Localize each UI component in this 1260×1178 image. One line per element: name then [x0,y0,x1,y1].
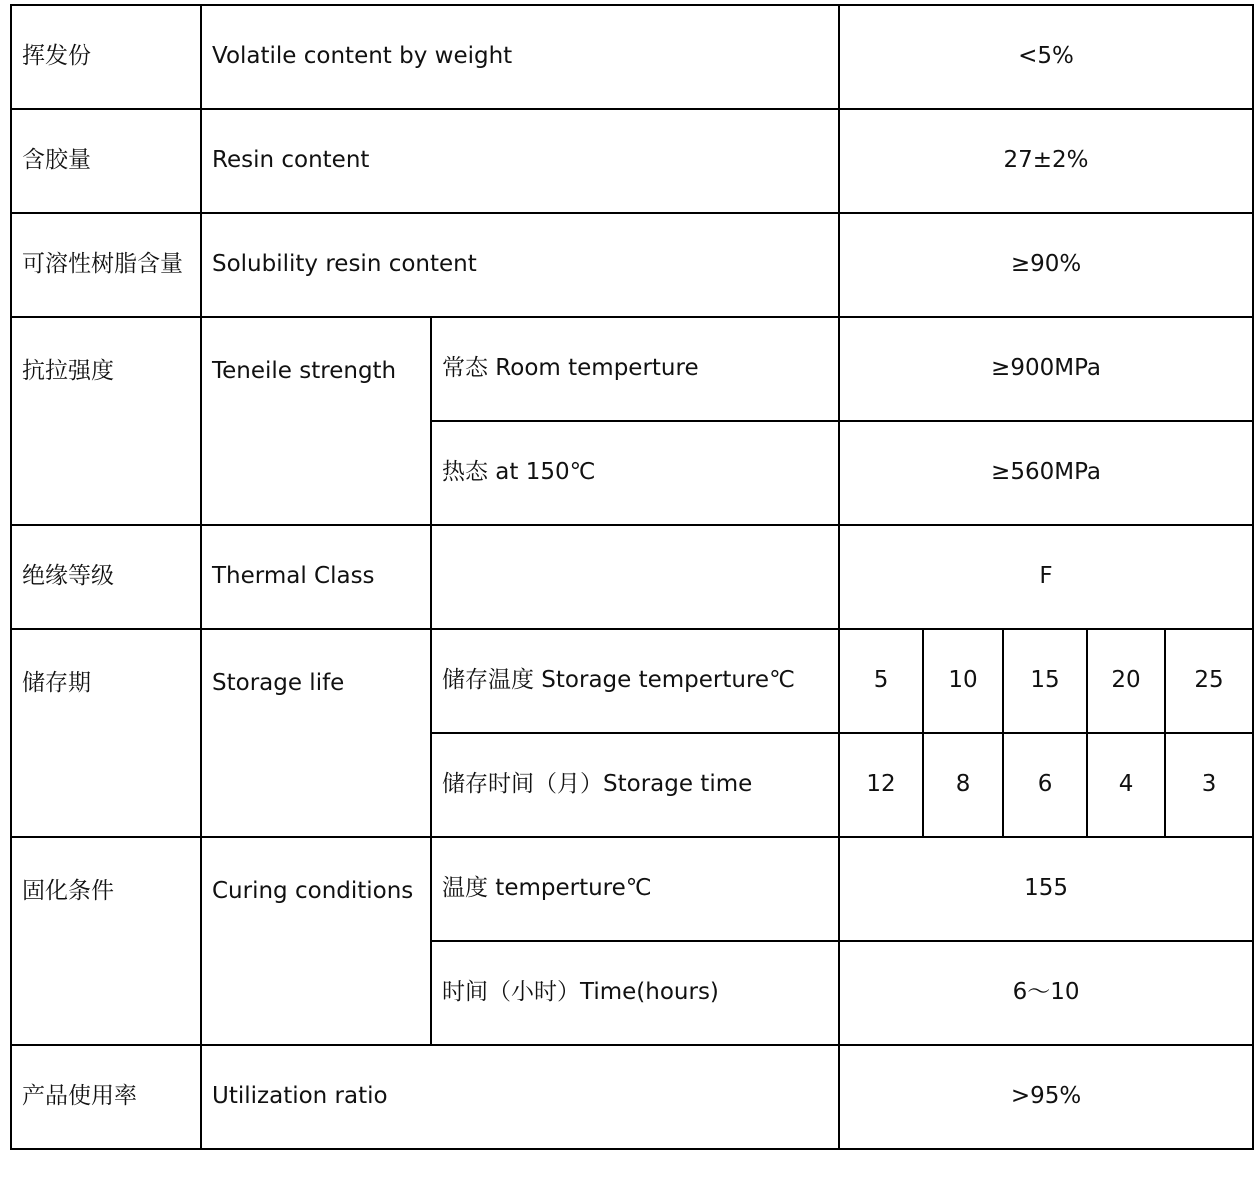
storage-cn: 储存期 [11,629,201,837]
storage-time-cell: 8 [923,733,1003,837]
storage-time-label: 储存时间（月）Storage time [431,733,839,837]
storage-time-cell: 3 [1165,733,1253,837]
curing-temp-label: 温度 temperture℃ [431,837,839,941]
tensile-cn: 抗拉强度 [11,317,201,525]
row-resin [11,109,1253,213]
curing-temp-value: 155 [839,837,1253,941]
resin-cn: 含胶量 [11,109,201,213]
storage-time-cell: 6 [1003,733,1087,837]
resin-value: 27±2% [839,109,1253,213]
row-volatile [11,5,1253,109]
row-solubility [11,213,1253,317]
thermal-value: F [839,525,1253,629]
solubility-value: ≥90% [839,213,1253,317]
curing-en: Curing conditions [201,837,431,1045]
thermal-empty-cell [431,525,839,629]
utilization-cn: 产品使用率 [11,1045,201,1149]
thermal-cn: 绝缘等级 [11,525,201,629]
storage-temp-cell: 20 [1087,629,1165,733]
storage-temp-cell: 10 [923,629,1003,733]
row-curing-temp [11,837,1253,941]
utilization-value: >95% [839,1045,1253,1149]
storage-temp-label: 储存温度 Storage temperture℃ [431,629,839,733]
row-thermal [11,525,1253,629]
tensile-room-value: ≥900MPa [839,317,1253,421]
volatile-value: <5% [839,5,1253,109]
storage-time-cell: 4 [1087,733,1165,837]
storage-temp-cell: 5 [839,629,923,733]
storage-time-cell: 12 [839,733,923,837]
utilization-en: Utilization ratio [201,1045,839,1149]
volatile-en: Volatile content by weight [201,5,839,109]
curing-time-label: 时间（小时）Time(hours) [431,941,839,1045]
row-tensile-room [11,317,1253,421]
thermal-en: Thermal Class [201,525,431,629]
resin-en: Resin content [201,109,839,213]
curing-time-value: 6～10 [839,941,1253,1045]
tensile-room-label: 常态 Room temperture [431,317,839,421]
tensile-hot-value: ≥560MPa [839,421,1253,525]
spec-table [10,4,1254,1150]
storage-en: Storage life [201,629,431,837]
volatile-cn: 挥发份 [11,5,201,109]
row-utilization [11,1045,1253,1149]
curing-cn: 固化条件 [11,837,201,1045]
storage-temp-cell: 15 [1003,629,1087,733]
solubility-cn: 可溶性树脂含量 [11,213,201,317]
tensile-en: Teneile strength [201,317,431,525]
solubility-en: Solubility resin content [201,213,839,317]
tensile-hot-label: 热态 at 150℃ [431,421,839,525]
row-storage-temp [11,629,1253,733]
storage-temp-cell: 25 [1165,629,1253,733]
